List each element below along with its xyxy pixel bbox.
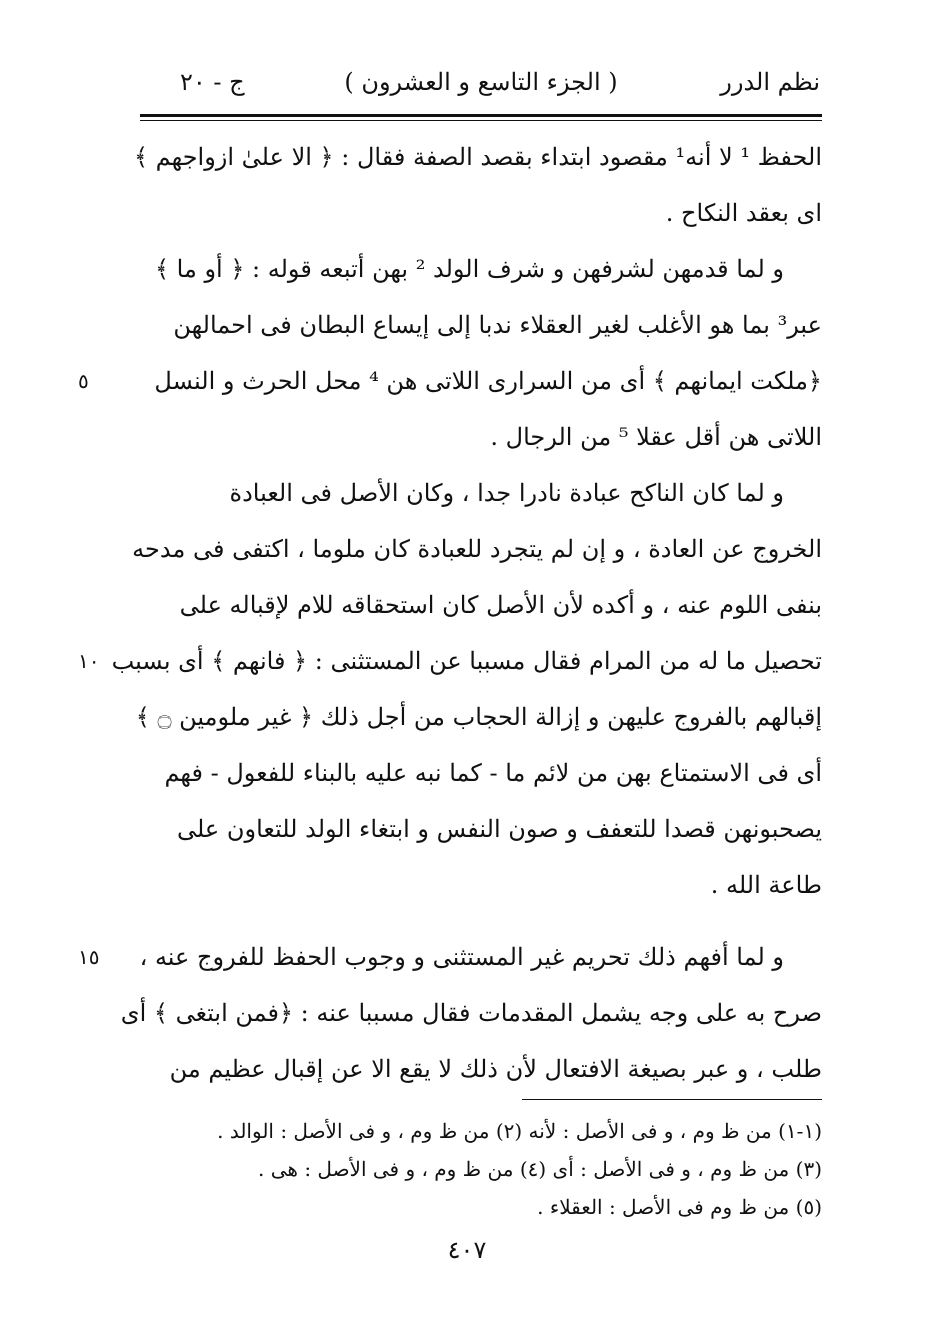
text-line: إقبالهم بالفروج عليهن و إزالة الحجاب من أجل ذلك ﴿ غير ملومين ۝ ﴾ bbox=[135, 703, 822, 731]
text-line: يصحبونهن قصدا للتعفف و صون النفس و ابتغاء الولد للتعاون على bbox=[176, 815, 822, 843]
page-number: ٤٠٧ bbox=[447, 1236, 487, 1264]
text-line: و لما أفهم ذلك تحريم غير المستثنى و وجوب الحفظ للفروج عنه ، ١٥ bbox=[140, 929, 822, 985]
part-title: ( الجزء التاسع و العشرون ) bbox=[344, 68, 618, 96]
text-line: تحصيل ما له من المرام فقال مسببا عن المستثنى : ﴿ فانهم ﴾ أى بسبب ١٠ bbox=[140, 633, 822, 689]
running-header bbox=[140, 60, 822, 106]
volume-number: ج - ٢٠ bbox=[180, 68, 245, 96]
text-line: بنفى اللوم عنه ، و أكده لأن الأصل كان استحقاقه للام لإقباله على bbox=[179, 591, 822, 619]
footnotes bbox=[140, 1112, 822, 1226]
line-number: ١٠ bbox=[78, 649, 100, 673]
line-number: ٥ bbox=[78, 369, 89, 393]
line-number: ١٥ bbox=[78, 945, 100, 969]
text-line: و لما كان الناكح عبادة نادرا جدا ، وكان الأصل فى العبادة bbox=[229, 479, 784, 507]
book-title: نظم الدرر bbox=[720, 68, 820, 96]
page bbox=[78, 60, 822, 1226]
footnote: (٥) من ظ وم فى الأصل : العقلاء . bbox=[537, 1195, 822, 1219]
text-line: الخروج عن العادة ، و إن لم يتجرد للعبادة كان ملوما ، اكتفى فى مدحه bbox=[132, 535, 822, 563]
text-line: عبر³ بما هو الأغلب لغير العقلاء ندبا إلى إيساع البطان فى احمالهن bbox=[173, 311, 822, 339]
text-line: اللاتى هن أقل عقلا ⁵ من الرجال . bbox=[490, 423, 822, 451]
footnote: (١-١) من ظ وم ، و فى الأصل : لأنه (٢) من ظ وم ، و فى الأصل : الوالد . bbox=[217, 1119, 822, 1143]
header-rule-thin bbox=[140, 120, 822, 121]
text-line: طاعة الله . bbox=[710, 871, 822, 899]
footnote-rule bbox=[522, 1099, 822, 1100]
header-rule-thick bbox=[140, 114, 822, 117]
text-line: طلب ، و عبر بصيغة الافتعال لأن ذلك لا يقع الا عن إقبال عظيم من bbox=[169, 1055, 822, 1083]
main-text bbox=[78, 129, 822, 1097]
text-line: اى بعقد النكاح . bbox=[665, 199, 822, 227]
text-line: و لما قدمهن لشرفهن و شرف الولد ² بهن أتبعه قوله : ﴿ أو ما ﴾ bbox=[154, 255, 784, 283]
text-line: الحفظ ¹ لا أنه¹ مقصود ابتداء بقصد الصفة فقال : ﴿ الا علىٰ ازواجهم ﴾ bbox=[133, 143, 822, 171]
text-line: أى فى الاستمتاع بهن من لائم ما - كما نبه عليه بالبناء للفعول - فهم bbox=[164, 759, 822, 787]
text-line: صرح به على وجه يشمل المقدمات فقال مسببا عنه : ﴿فمن ابتغى ﴾ أى bbox=[120, 999, 822, 1027]
footnote: (٣) من ظ وم ، و فى الأصل : أى (٤) من ظ وم ، و فى الأصل : هى . bbox=[258, 1157, 822, 1181]
text-line: ﴿ملكت ايمانهم ﴾ أى من السرارى اللاتى هن ⁴ محل الحرث و النسل ٥ bbox=[140, 353, 822, 409]
